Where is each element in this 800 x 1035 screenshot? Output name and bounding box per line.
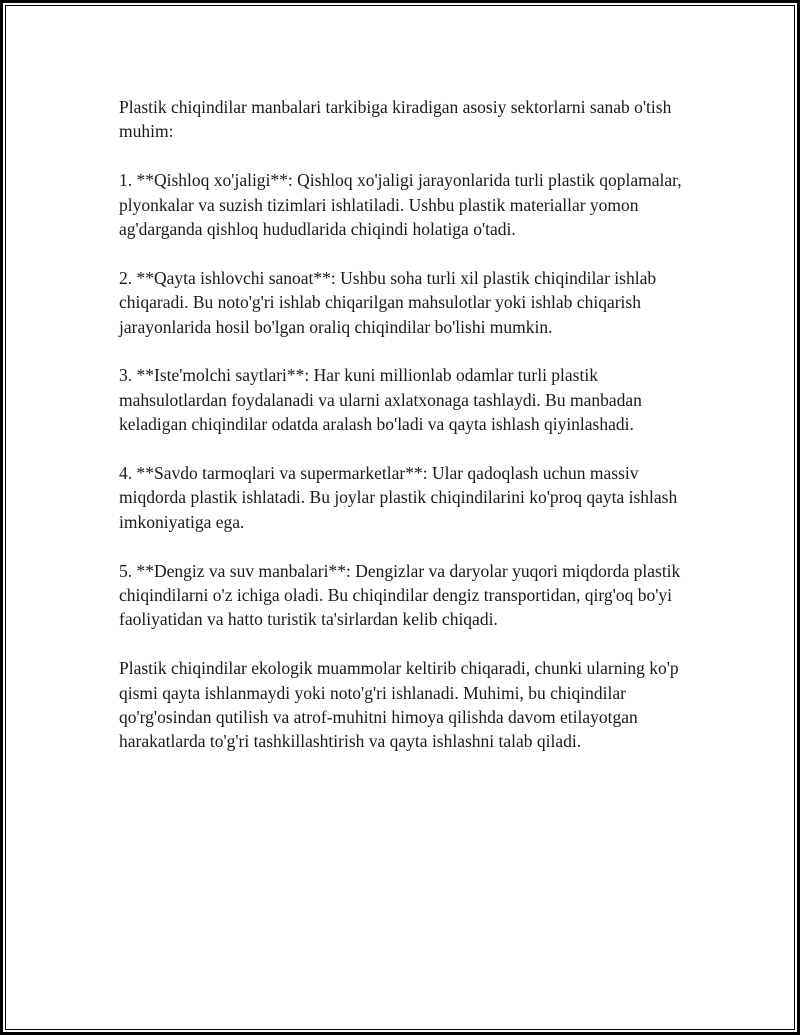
list-item: 1. **Qishloq xo'jaligi**: Qishloq xo'jaligi jarayonlarida turli plastik qoplamalar, plyonkalar va suzish tizimlari ishlatiladi. Ushbu plastik materiallar yomon ag'darganda qishloq hududlarida chiqindi holatiga o'tadi.: [119, 170, 682, 240]
list-item: 5. **Dengiz va suv manbalari**: Dengizlar va daryolar yuqori miqdorda plastik chiqindilarni o'z ichiga oladi. Bu chiqindilar dengiz transportidan, qirg'oq bo'yi faoliyatidan va hatto turistik ta'sirlardan kelib chiqadi.: [119, 560, 681, 630]
list-item: 2. **Qayta ishlovchi sanoat**: Ushbu soha turli xil plastik chiqindilar ishlab chiqaradi. Bu noto'g'ri ishlab chiqarilgan mahsulotlar yoki ishlab chiqarish jarayonlarida hosil bo'lgan oraliq chiqindilar bo'lishi mumkin.: [119, 267, 657, 337]
intro-paragraph: Plastik chiqindilar manbalari tarkibiga kiradigan asosiy sektorlarni sanab o'tish muhim:: [119, 97, 672, 142]
list-item: 4. **Savdo tarmoqlari va supermarketlar**: Ular qadoqlash uchun massiv miqdorda plastik ishlatadi. Bu joylar plastik chiqindilarini ko'proq qayta ishlash imkoniyatiga ega.: [119, 463, 678, 532]
conclusion-paragraph: Plastik chiqindilar ekologik muammolar keltirib chiqaradi, chunki ularning ko'p qismi qayta ishlanmaydi yoki noto'g'ri ishlanadi. Muhimi, bu chiqindilar qo'rg'osindan qutilish va atrof-muhitni himoya qilishda davom etilayotgan harakatlarda to'g'ri tashkillashtirish va qayta ishlashni talab qiladi.: [119, 658, 679, 752]
list-item: 3. **Iste'molchi saytlari**: Har kuni millionlab odamlar turli plastik mahsulotlardan foydalanadi va ularni axlatxonaga tashlaydi. Bu manbadan keladigan chiqindilar odatda aralash bo'ladi va qayta ishlash qiyinlashadi.: [119, 365, 642, 435]
document-body: [119, 95, 689, 778]
